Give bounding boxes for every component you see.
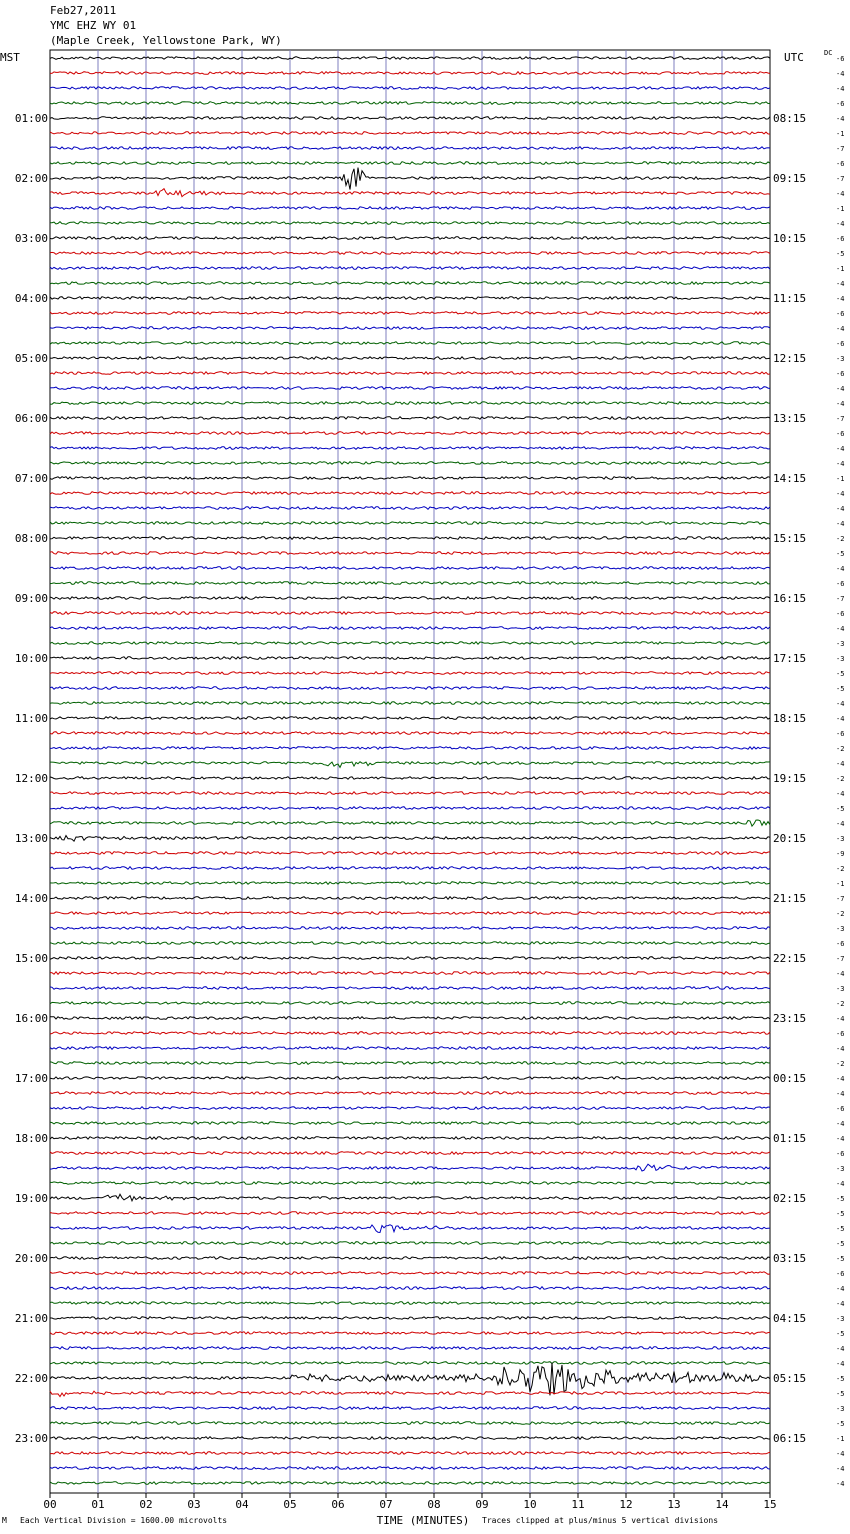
left-hour-label: 15:00 (14, 952, 48, 965)
dc-offset-label: -5 (836, 805, 845, 813)
trace-row (50, 1152, 770, 1155)
trace-row (50, 1332, 770, 1335)
dc-offset-label: -6 (836, 610, 845, 618)
left-hour-label: 03:00 (14, 232, 48, 245)
trace-row (50, 297, 770, 300)
dc-offset-label: -6 (836, 55, 845, 63)
dc-offset-label: -2 (836, 775, 845, 783)
dc-offset-label: -1 (836, 265, 845, 273)
station-name: YMC EHZ WY 01 (50, 19, 137, 32)
trace-row (50, 852, 770, 855)
dc-offset-label: -4 (836, 1285, 845, 1293)
trace-row (50, 1257, 770, 1260)
left-hour-label: 17:00 (14, 1072, 48, 1085)
dc-offset-label: -4 (836, 790, 845, 798)
dc-offset-label: -4 (836, 460, 845, 468)
right-hour-label: 05:15 (773, 1372, 807, 1385)
trace-row (50, 342, 770, 345)
trace-row (50, 897, 770, 900)
dc-offset-label: -3 (836, 1405, 845, 1413)
right-hour-label: 12:15 (773, 352, 807, 365)
dc-offset-label: -4 (836, 625, 845, 633)
dc-offset-label: -4 (836, 1360, 845, 1368)
x-tick-label: 10 (523, 1498, 537, 1511)
dc-offset-label: -2 (836, 745, 845, 753)
trace-row (50, 1164, 770, 1171)
right-hour-label: 00:15 (773, 1072, 807, 1085)
footer-mark: M (2, 1516, 7, 1525)
right-hour-label: 17:15 (773, 652, 807, 665)
dc-offset-label: -5 (836, 1240, 845, 1248)
dc-offset-label: -5 (836, 1195, 845, 1203)
left-hour-label: 10:00 (14, 652, 48, 665)
dc-offset-label: -4 (836, 520, 845, 528)
dc-offset-label: -4 (836, 505, 845, 513)
dc-offset-label: -6 (836, 580, 845, 588)
dc-offset-label: -6 (836, 730, 845, 738)
trace-row (50, 1002, 770, 1005)
left-hour-label: 13:00 (14, 832, 48, 845)
x-tick-label: 11 (571, 1498, 585, 1511)
trace-row (50, 117, 770, 120)
left-hour-label: 11:00 (14, 712, 48, 725)
right-hour-label: 08:15 (773, 112, 807, 125)
dc-offset-label: -4 (836, 1300, 845, 1308)
dc-offset-label: -1 (836, 205, 845, 213)
trace-row (50, 792, 770, 795)
x-tick-label: 00 (43, 1498, 57, 1511)
dc-offset-label: -1 (836, 880, 845, 888)
trace-row (50, 492, 770, 495)
dc-offset-label: -5 (836, 1390, 845, 1398)
dc-offset-label: -5 (836, 1255, 845, 1263)
dc-offset-label: -5 (836, 1375, 845, 1383)
trace-row (50, 1272, 770, 1275)
dc-offset-label: -6 (836, 370, 845, 378)
right-hour-label: 16:15 (773, 592, 807, 605)
trace-row (50, 672, 770, 675)
trace-row (50, 777, 770, 780)
trace-row (50, 1407, 770, 1410)
x-tick-label: 09 (475, 1498, 489, 1511)
dc-offset-label: -1 (836, 475, 845, 483)
trace-row (50, 162, 770, 165)
trace-row (50, 882, 770, 885)
dc-offset-label: -4 (836, 820, 845, 828)
trace-row (50, 327, 770, 330)
dc-offset-label: -4 (836, 85, 845, 93)
trace-row (50, 252, 770, 255)
trace-row (50, 87, 770, 90)
trace-row (50, 836, 770, 842)
trace-row (50, 507, 770, 510)
scale-note: Each Vertical Division = 1600.00 microvolts (20, 1516, 228, 1525)
dc-offset-label: -3 (836, 835, 845, 843)
dc-offset-label: -5 (836, 250, 845, 258)
dc-offset-label: -4 (836, 385, 845, 393)
left-hour-label: 01:00 (14, 112, 48, 125)
trace-row (50, 1437, 770, 1440)
right-hour-label: 02:15 (773, 1192, 807, 1205)
dc-offset-label: -5 (836, 1420, 845, 1428)
dc-offset-label: -4 (836, 1015, 845, 1023)
right-hour-label: 11:15 (773, 292, 807, 305)
right-hour-label: 03:15 (773, 1252, 807, 1265)
dc-offset-label: -6 (836, 1030, 845, 1038)
trace-row (50, 1302, 770, 1305)
trace-row (50, 567, 770, 570)
trace-row (50, 417, 770, 420)
right-hour-label: 22:15 (773, 952, 807, 965)
trace-row (50, 1182, 770, 1185)
dc-offset-label: -2 (836, 1060, 845, 1068)
right-hour-label: 15:15 (773, 532, 807, 545)
trace-row (50, 168, 770, 190)
dc-offset-label: -4 (836, 1345, 845, 1353)
trace-row (50, 552, 770, 555)
left-hour-label: 18:00 (14, 1132, 48, 1145)
left-hour-label: 02:00 (14, 172, 48, 185)
left-hour-label: 12:00 (14, 772, 48, 785)
clip-note: Traces clipped at plus/minus 5 vertical divisions (482, 1516, 719, 1525)
dc-offset-label: -4 (836, 1465, 845, 1473)
trace-row (50, 1362, 770, 1365)
trace-row (50, 387, 770, 390)
trace-row (50, 207, 770, 210)
trace-row (50, 597, 770, 600)
right-hour-label: 14:15 (773, 472, 807, 485)
x-axis-label: TIME (MINUTES) (376, 1514, 470, 1527)
dc-offset-label: -4 (836, 760, 845, 768)
dc-offset-label: -7 (836, 415, 845, 423)
trace-row (50, 1467, 770, 1470)
plot-date: Feb27,2011 (50, 4, 117, 17)
dc-offset-label: -4 (836, 115, 845, 123)
trace-row (50, 1032, 770, 1035)
trace-row (50, 957, 770, 960)
trace-row (50, 912, 770, 915)
trace-row (50, 189, 770, 197)
trace-row (50, 1422, 770, 1425)
trace-row (50, 1482, 770, 1485)
x-tick-label: 08 (427, 1498, 441, 1511)
trace-row (50, 807, 770, 810)
trace-row (50, 747, 770, 750)
trace-row (50, 1452, 770, 1455)
left-hour-label: 04:00 (14, 292, 48, 305)
dc-offset-label: -2 (836, 865, 845, 873)
dc-offset-label: -4 (836, 70, 845, 78)
dc-offset-label: -6 (836, 430, 845, 438)
trace-row (50, 687, 770, 690)
trace-row (50, 732, 770, 735)
left-hour-label: 23:00 (14, 1432, 48, 1445)
dc-offset-label: -4 (836, 325, 845, 333)
x-tick-label: 12 (619, 1498, 633, 1511)
trace-row (50, 462, 770, 465)
trace-row (50, 267, 770, 270)
left-hour-label: 08:00 (14, 532, 48, 545)
trace-row (50, 582, 770, 585)
dc-offset-label: -3 (836, 925, 845, 933)
trace-row (50, 820, 770, 826)
dc-offset-label: -7 (836, 895, 845, 903)
trace-row (50, 432, 770, 435)
dc-offset-label: -5 (836, 685, 845, 693)
dc-offset-label: -6 (836, 1105, 845, 1113)
dc-offset-label: -6 (836, 340, 845, 348)
left-hour-label: 16:00 (14, 1012, 48, 1025)
dc-offset-label: -6 (836, 235, 845, 243)
right-hour-label: 19:15 (773, 772, 807, 785)
trace-row (50, 447, 770, 450)
dc-offset-label: -6 (836, 1150, 845, 1158)
dc-offset-label: -7 (836, 175, 845, 183)
trace-row (50, 477, 770, 480)
dc-offset-label: -1 (836, 1435, 845, 1443)
dc-offset-label: -4 (836, 1450, 845, 1458)
trace-row (50, 237, 770, 240)
left-hour-label: 19:00 (14, 1192, 48, 1205)
dc-offset-label: -5 (836, 550, 845, 558)
left-hour-label: 05:00 (14, 352, 48, 365)
trace-row (50, 102, 770, 105)
trace-row (50, 1017, 770, 1020)
dc-offset-label: -4 (836, 295, 845, 303)
dc-offset-label: -5 (836, 1330, 845, 1338)
trace-row (50, 717, 770, 720)
trace-row (50, 927, 770, 930)
trace-row (50, 702, 770, 705)
trace-row (50, 522, 770, 525)
dc-offset-label: -3 (836, 655, 845, 663)
x-tick-label: 02 (139, 1498, 153, 1511)
dc-offset-label: -4 (836, 1090, 845, 1098)
trace-row (50, 1287, 770, 1290)
dc-offset-label: -3 (836, 985, 845, 993)
dc-offset-label: -1 (836, 130, 845, 138)
dc-offset-label: -4 (836, 1075, 845, 1083)
left-hour-label: 21:00 (14, 1312, 48, 1325)
dc-offset-label: -9 (836, 850, 845, 858)
dc-offset-label: -2 (836, 535, 845, 543)
dc-offset-label: -4 (836, 565, 845, 573)
dc-offset-label: -5 (836, 670, 845, 678)
right-timezone-label: UTC (784, 51, 804, 64)
dc-offset-label: -5 (836, 1225, 845, 1233)
trace-row (50, 657, 770, 660)
dc-offset-label: -4 (836, 490, 845, 498)
trace-row (50, 312, 770, 315)
dc-offset-label: -4 (836, 700, 845, 708)
dc-offset-label: -4 (836, 715, 845, 723)
dc-offset-label: -7 (836, 595, 845, 603)
dc-offset-label: -7 (836, 955, 845, 963)
dc-offset-label: -4 (836, 970, 845, 978)
trace-row (50, 132, 770, 135)
right-hour-label: 04:15 (773, 1312, 807, 1325)
dc-offset-label: -7 (836, 145, 845, 153)
trace-row (50, 72, 770, 75)
trace-row (50, 1047, 770, 1050)
trace-row (50, 1092, 770, 1095)
trace-row (50, 372, 770, 375)
left-hour-label: 14:00 (14, 892, 48, 905)
trace-row (50, 1212, 770, 1215)
dc-offset-label: -6 (836, 160, 845, 168)
dc-offset-label: -6 (836, 1270, 845, 1278)
x-tick-label: 03 (187, 1498, 201, 1511)
trace-row (50, 1107, 770, 1110)
dc-offset-label: -4 (836, 1135, 845, 1143)
dc-offset-label: -4 (836, 220, 845, 228)
right-hour-label: 23:15 (773, 1012, 807, 1025)
dc-offset-label: -6 (836, 310, 845, 318)
trace-row (50, 282, 770, 285)
dc-offset-label: -3 (836, 1165, 845, 1173)
trace-row (50, 537, 770, 540)
trace-row (50, 1363, 770, 1396)
x-tick-label: 05 (283, 1498, 297, 1511)
x-tick-label: 07 (379, 1498, 393, 1511)
right-hour-label: 18:15 (773, 712, 807, 725)
x-tick-label: 01 (91, 1498, 105, 1511)
dc-offset-label: -4 (836, 1045, 845, 1053)
right-hour-label: 20:15 (773, 832, 807, 845)
right-hour-label: 13:15 (773, 412, 807, 425)
trace-row (50, 1122, 770, 1125)
dc-offset-label: -4 (836, 445, 845, 453)
trace-row (50, 402, 770, 405)
right-hour-label: 10:15 (773, 232, 807, 245)
trace-row (50, 762, 770, 768)
dc-offset-label: -4 (836, 1180, 845, 1188)
trace-row (50, 642, 770, 645)
trace-row (50, 612, 770, 615)
dc-offset-label: -4 (836, 1480, 845, 1488)
trace-row (50, 987, 770, 990)
trace-row (50, 1077, 770, 1080)
trace-row (50, 1242, 770, 1245)
x-tick-label: 15 (763, 1498, 777, 1511)
trace-row (50, 942, 770, 945)
x-tick-label: 14 (715, 1498, 729, 1511)
dc-header-label: DC (824, 49, 833, 57)
trace-row (50, 147, 770, 150)
dc-offset-label: -4 (836, 1120, 845, 1128)
dc-offset-label: -6 (836, 100, 845, 108)
trace-row (50, 57, 770, 60)
dc-offset-label: -3 (836, 1315, 845, 1323)
left-hour-label: 22:00 (14, 1372, 48, 1385)
dc-offset-label: -4 (836, 190, 845, 198)
x-tick-label: 04 (235, 1498, 249, 1511)
trace-row (50, 1062, 770, 1065)
trace-row (50, 867, 770, 870)
dc-offset-label: -2 (836, 910, 845, 918)
trace-row (50, 1391, 770, 1396)
station-location: (Maple Creek, Yellowstone Park, WY) (50, 34, 282, 47)
dc-offset-label: -2 (836, 1000, 845, 1008)
dc-offset-label: -6 (836, 940, 845, 948)
x-tick-label: 06 (331, 1498, 345, 1511)
trace-row (50, 357, 770, 360)
trace-row (50, 1317, 770, 1320)
trace-row (50, 222, 770, 225)
dc-offset-label: -5 (836, 1210, 845, 1218)
left-hour-label: 06:00 (14, 412, 48, 425)
trace-row (50, 627, 770, 630)
right-hour-label: 01:15 (773, 1132, 807, 1145)
dc-offset-label: -4 (836, 400, 845, 408)
left-hour-label: 07:00 (14, 472, 48, 485)
trace-row (50, 1347, 770, 1350)
left-timezone-label: MST (0, 51, 20, 64)
x-tick-label: 13 (667, 1498, 681, 1511)
trace-row (50, 972, 770, 975)
trace-row (50, 1225, 770, 1233)
dc-offset-label: -3 (836, 640, 845, 648)
left-hour-label: 09:00 (14, 592, 48, 605)
right-hour-label: 09:15 (773, 172, 807, 185)
trace-row (50, 1194, 770, 1201)
left-hour-label: 20:00 (14, 1252, 48, 1265)
right-hour-label: 06:15 (773, 1432, 807, 1445)
dc-offset-label: -4 (836, 280, 845, 288)
right-hour-label: 21:15 (773, 892, 807, 905)
dc-offset-label: -3 (836, 355, 845, 363)
trace-row (50, 1137, 770, 1140)
